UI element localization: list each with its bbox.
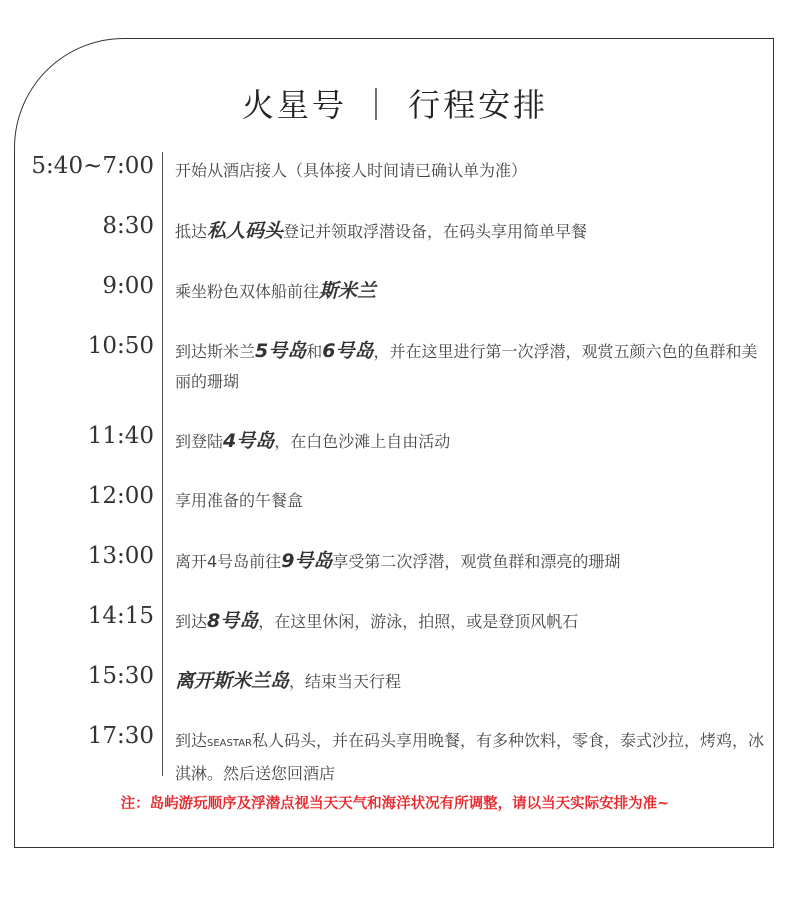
row-description: 到达斯米兰5号岛和6号岛，并在这里进行第一次浮潜，观赏五颜六色的鱼群和美丽的珊瑚 <box>175 340 758 391</box>
row-time: 15:30 <box>87 663 154 689</box>
row-description: 到达SEASTAR私人码头，并在码头享用晚餐，有多种饮料，零食，泰式沙拉，烤鸡，冰淇淋。然后送您回酒店 <box>175 731 765 783</box>
page-title: 火星号 ｜ 行程安排 <box>241 86 549 124</box>
row-time: 10:50 <box>87 333 154 359</box>
row-description: 离开4号岛前往9号岛享受第二次浮潜，观赏鱼群和漂亮的珊瑚 <box>175 550 621 572</box>
highlight-place: 5号岛 <box>255 340 307 362</box>
footer-note: 注：岛屿游玩顺序及浮潜点视当天天气和海洋状况有所调整，请以当天实际安排为准~ <box>120 795 670 812</box>
row-time: 9:00 <box>102 273 154 299</box>
row-time: 17:30 <box>87 723 154 749</box>
row-time: 12:00 <box>87 483 154 509</box>
highlight-place: 离开斯米兰岛 <box>175 670 290 692</box>
highlight-place: 私人码头 <box>207 220 284 242</box>
row-time: 8:30 <box>102 213 154 239</box>
row-time: 13:00 <box>87 543 154 569</box>
row-time: 11:40 <box>87 423 154 449</box>
row-description: 开始从酒店接人（具体接人时间请已确认单为准） <box>175 161 528 180</box>
row-time: 14:15 <box>87 603 154 629</box>
highlight-place: 8号岛 <box>207 610 259 632</box>
brand-name: SEASTAR <box>207 738 252 749</box>
highlight-place: 斯米兰 <box>319 280 377 302</box>
row-description: 到达8号岛，在这里休闲，游泳，拍照，或是登顶风帆石 <box>175 610 579 632</box>
highlight-place: 6号岛 <box>322 340 374 362</box>
highlight-place: 4号岛 <box>223 430 275 452</box>
row-description: 享用准备的午餐盒 <box>175 491 304 510</box>
row-description: 抵达私人码头登记并领取浮潜设备，在码头享用简单早餐 <box>175 220 588 242</box>
highlight-place: 9号岛 <box>281 550 333 572</box>
row-description: 乘坐粉色双体船前往斯米兰 <box>175 280 377 302</box>
row-description: 到登陆4号岛，在白色沙滩上自由活动 <box>175 430 451 452</box>
timeline-divider <box>162 152 163 776</box>
row-time: 5:40~7:00 <box>31 153 154 179</box>
row-description: 离开斯米兰岛，结束当天行程 <box>175 670 402 692</box>
